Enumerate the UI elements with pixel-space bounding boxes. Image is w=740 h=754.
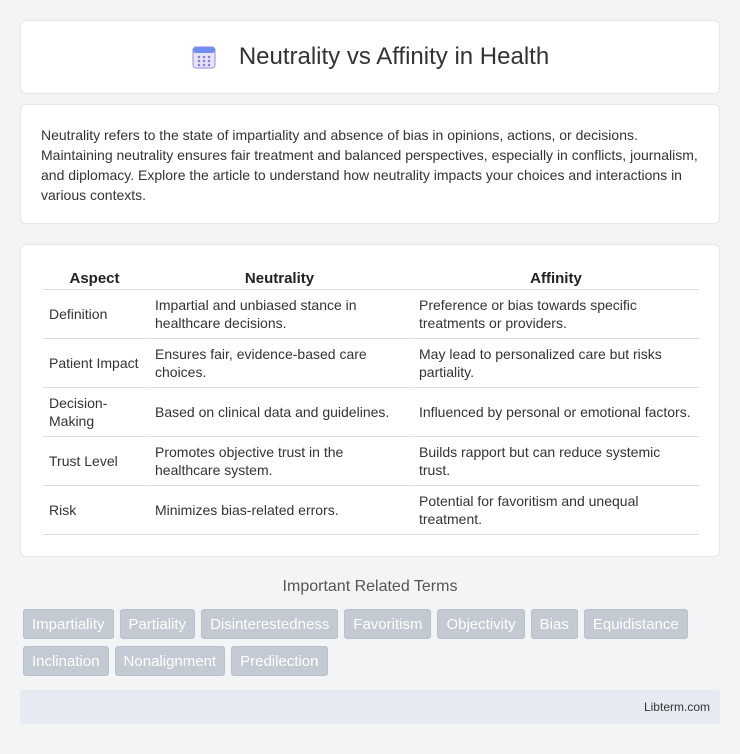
header-aspect: Aspect <box>43 265 146 290</box>
related-terms-title: Important Related Terms <box>282 578 458 595</box>
table-header-row <box>43 265 699 290</box>
cell-affinity: May lead to personalized care but risks partiality. <box>410 339 699 388</box>
footer-link[interactable]: Libterm.com <box>643 700 710 714</box>
calendar-icon <box>191 44 217 70</box>
term-tag[interactable]: Disinterestedness <box>201 609 338 639</box>
table-row <box>43 388 699 437</box>
term-tag[interactable]: Impartiality <box>23 609 114 639</box>
cell-aspect: Risk <box>43 486 146 535</box>
term-tag[interactable]: Inclination <box>23 646 109 676</box>
term-tag[interactable]: Objectivity <box>437 609 524 639</box>
cell-aspect: Decision-Making <box>43 388 146 437</box>
header-affinity: Affinity <box>410 265 699 290</box>
cell-neutrality: Based on clinical data and guidelines. <box>146 388 410 437</box>
intro-card <box>20 104 720 224</box>
cell-affinity: Influenced by personal or emotional factors. <box>410 388 699 437</box>
table-row <box>43 290 699 339</box>
related-terms-list <box>23 609 723 683</box>
intro-text: Neutrality refers to the state of impartiality and absence of bias in opinions, actions, or decisions. Maintaining neutrality ensures fair treatment and balanced perspectives, especially in conflicts, journalism, and diplomacy. Explore the article to understand how neutrality impacts your choices and interactions in various contexts. <box>41 127 698 203</box>
table-row <box>43 437 699 486</box>
term-tag[interactable]: Equidistance <box>584 609 688 639</box>
cell-aspect: Patient Impact <box>43 339 146 388</box>
table-row <box>43 486 699 535</box>
cell-neutrality: Impartial and unbiased stance in healthcare decisions. <box>146 290 410 339</box>
term-tag[interactable]: Favoritism <box>344 609 431 639</box>
term-tag[interactable]: Predilection <box>231 646 327 676</box>
cell-aspect: Definition <box>43 290 146 339</box>
table-row <box>43 339 699 388</box>
cell-aspect: Trust Level <box>43 437 146 486</box>
cell-neutrality: Promotes objective trust in the healthcare system. <box>146 437 410 486</box>
term-tag[interactable]: Bias <box>531 609 578 639</box>
page-title: Neutrality vs Affinity in Health <box>238 43 550 70</box>
footer <box>20 690 720 724</box>
cell-affinity: Potential for favoritism and unequal treatment. <box>410 486 699 535</box>
header-neutrality: Neutrality <box>146 265 410 290</box>
term-tag[interactable]: Nonalignment <box>115 646 226 676</box>
comparison-table <box>43 265 699 535</box>
header-card <box>20 20 720 94</box>
cell-affinity: Preference or bias towards specific treatments or providers. <box>410 290 699 339</box>
cell-neutrality: Minimizes bias-related errors. <box>146 486 410 535</box>
term-tag[interactable]: Partiality <box>120 609 196 639</box>
cell-affinity: Builds rapport but can reduce systemic trust. <box>410 437 699 486</box>
cell-neutrality: Ensures fair, evidence-based care choices. <box>146 339 410 388</box>
comparison-table-card <box>20 244 720 557</box>
